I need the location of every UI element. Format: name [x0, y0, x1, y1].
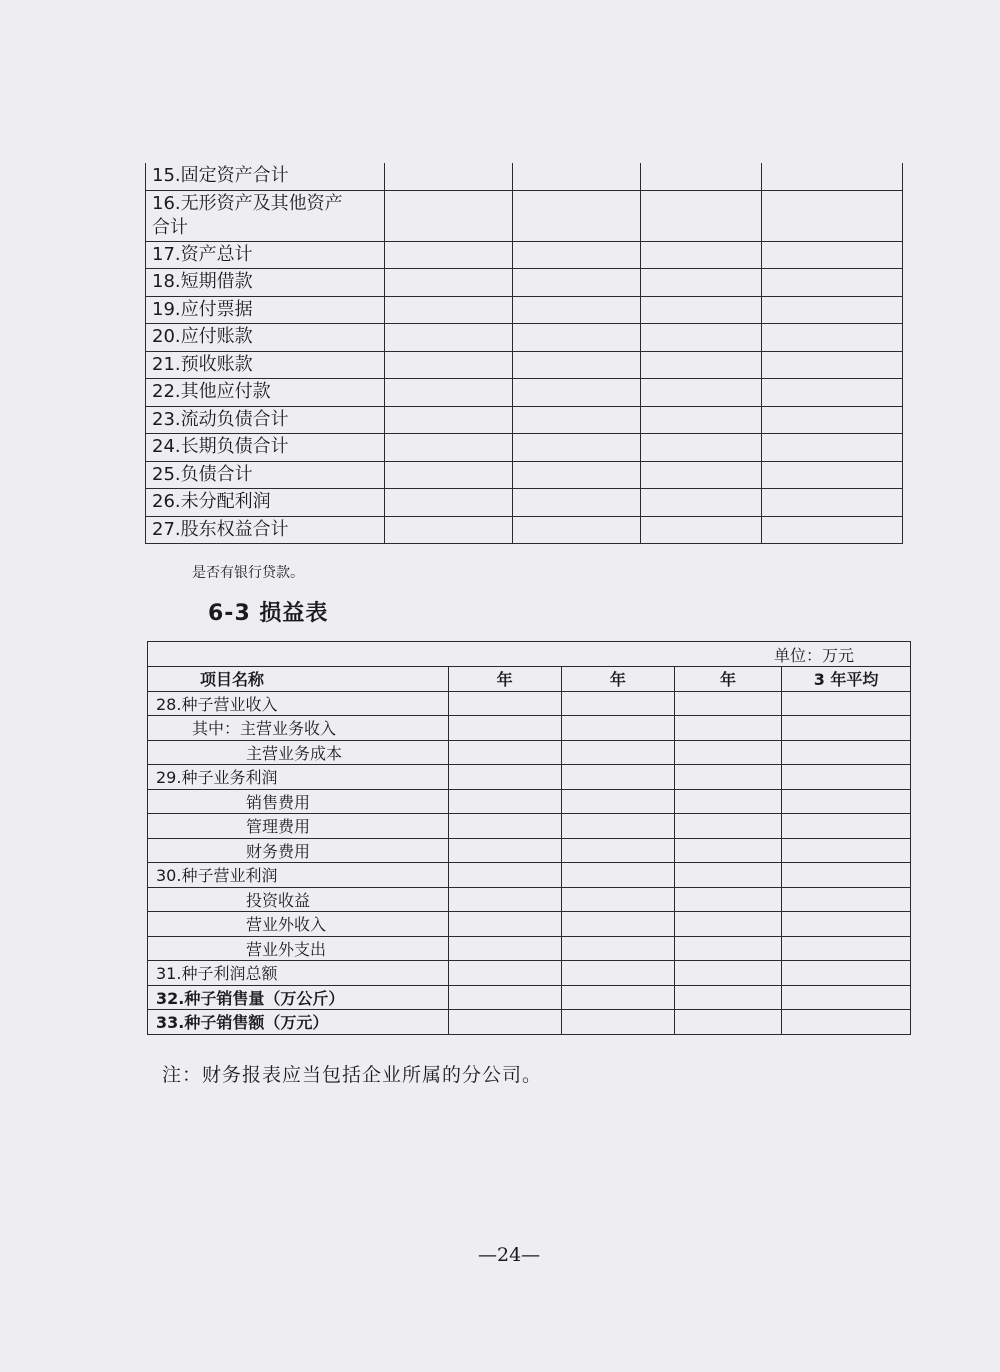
- table-row: [146, 516, 903, 544]
- value-cell[interactable]: [782, 1010, 911, 1035]
- value-cell[interactable]: [385, 163, 513, 190]
- row-label: 营业外收入: [148, 912, 449, 937]
- value-cell[interactable]: [385, 406, 513, 434]
- table-row: [146, 379, 903, 407]
- value-cell[interactable]: [641, 163, 762, 190]
- value-cell[interactable]: [385, 296, 513, 324]
- value-cell[interactable]: [561, 961, 674, 986]
- value-cell[interactable]: [513, 351, 641, 379]
- value-cell[interactable]: [448, 838, 561, 863]
- header-3yr-average: 3 年平均: [782, 667, 911, 692]
- table-row: [148, 691, 911, 716]
- value-cell[interactable]: [762, 516, 903, 544]
- row-label: 20.应付账款: [146, 324, 385, 352]
- value-cell[interactable]: [448, 740, 561, 765]
- value-cell[interactable]: [762, 269, 903, 297]
- value-cell[interactable]: [561, 814, 674, 839]
- value-cell[interactable]: [385, 489, 513, 517]
- value-cell[interactable]: [641, 324, 762, 352]
- value-cell[interactable]: [513, 269, 641, 297]
- value-cell[interactable]: [782, 789, 911, 814]
- row-label: 27.股东权益合计: [146, 516, 385, 544]
- header-year-2: 年: [561, 667, 674, 692]
- value-cell[interactable]: [674, 887, 781, 912]
- value-cell[interactable]: [641, 269, 762, 297]
- row-label: 28.种子营业收入: [148, 691, 449, 716]
- row-label: 财务费用: [148, 838, 449, 863]
- value-cell[interactable]: [448, 912, 561, 937]
- value-cell[interactable]: [448, 789, 561, 814]
- header-row: [148, 667, 911, 692]
- value-cell[interactable]: [674, 838, 781, 863]
- row-label: 其中：主营业务收入: [148, 716, 449, 741]
- table-row: [148, 985, 911, 1010]
- row-label: 25.负债合计: [146, 461, 385, 489]
- row-label: 17.资产总计: [146, 241, 385, 269]
- value-cell[interactable]: [782, 912, 911, 937]
- value-cell[interactable]: [385, 324, 513, 352]
- value-cell[interactable]: [674, 912, 781, 937]
- value-cell[interactable]: [385, 516, 513, 544]
- row-label: 24.长期负债合计: [146, 434, 385, 462]
- value-cell[interactable]: [385, 434, 513, 462]
- value-cell[interactable]: [561, 838, 674, 863]
- table-row: [146, 296, 903, 324]
- row-label: 15.固定资产合计: [146, 163, 385, 190]
- row-label: 31.种子利润总额: [148, 961, 449, 986]
- value-cell[interactable]: [513, 379, 641, 407]
- value-cell[interactable]: [641, 241, 762, 269]
- unit-label: 单位：万元: [148, 642, 911, 667]
- value-cell[interactable]: [513, 516, 641, 544]
- row-label: 18.短期借款: [146, 269, 385, 297]
- table-row: [148, 912, 911, 937]
- row-label: 26.未分配利润: [146, 489, 385, 517]
- row-label: 33.种子销售额（万元）: [148, 1010, 449, 1035]
- table-row: [146, 434, 903, 462]
- row-label: 21.预收账款: [146, 351, 385, 379]
- value-cell[interactable]: [513, 461, 641, 489]
- value-cell[interactable]: [674, 985, 781, 1010]
- row-label: 管理费用: [148, 814, 449, 839]
- value-cell[interactable]: [674, 961, 781, 986]
- row-label: 32.种子销售量（万公斤）: [148, 985, 449, 1010]
- value-cell[interactable]: [385, 241, 513, 269]
- value-cell[interactable]: [674, 814, 781, 839]
- value-cell[interactable]: [641, 434, 762, 462]
- value-cell[interactable]: [641, 190, 762, 241]
- income-statement-table: [147, 641, 911, 1035]
- value-cell[interactable]: [641, 516, 762, 544]
- value-cell[interactable]: [448, 961, 561, 986]
- value-cell[interactable]: [513, 296, 641, 324]
- footnote: 注：财务报表应当包括企业所属的分公司。: [162, 1064, 543, 1086]
- value-cell[interactable]: [674, 1010, 781, 1035]
- value-cell[interactable]: [674, 936, 781, 961]
- row-label: [146, 190, 385, 241]
- row-label: 30.种子营业利润: [148, 863, 449, 888]
- table-row: [148, 961, 911, 986]
- row-label: 投资收益: [148, 887, 449, 912]
- value-cell[interactable]: [513, 163, 641, 190]
- row-label-line: 合计: [152, 216, 188, 238]
- value-cell[interactable]: [762, 296, 903, 324]
- value-cell[interactable]: [782, 985, 911, 1010]
- table-row: [146, 351, 903, 379]
- section-title: 6-3 损益表: [208, 601, 329, 626]
- value-cell[interactable]: [762, 163, 903, 190]
- table-row: [146, 406, 903, 434]
- value-cell[interactable]: [448, 691, 561, 716]
- value-cell[interactable]: [385, 269, 513, 297]
- value-cell[interactable]: [641, 296, 762, 324]
- table-row: [148, 814, 911, 839]
- value-cell[interactable]: [641, 379, 762, 407]
- value-cell[interactable]: [561, 936, 674, 961]
- value-cell[interactable]: [561, 691, 674, 716]
- value-cell[interactable]: [782, 765, 911, 790]
- value-cell[interactable]: [782, 961, 911, 986]
- unit-row: [148, 642, 911, 667]
- value-cell[interactable]: [782, 740, 911, 765]
- value-cell[interactable]: [641, 461, 762, 489]
- value-cell[interactable]: [513, 489, 641, 517]
- table-row: [148, 1010, 911, 1035]
- value-cell[interactable]: [762, 379, 903, 407]
- value-cell[interactable]: [448, 814, 561, 839]
- row-label: 19.应付票据: [146, 296, 385, 324]
- value-cell[interactable]: [561, 912, 674, 937]
- value-cell[interactable]: [513, 406, 641, 434]
- value-cell[interactable]: [385, 461, 513, 489]
- table-row: [146, 489, 903, 517]
- table-row: [148, 716, 911, 741]
- table-row: [148, 936, 911, 961]
- balance-sheet-table: [145, 163, 903, 544]
- row-label-line: 16.无形资产及其他资产: [152, 192, 343, 214]
- table-row: [146, 269, 903, 297]
- table-row: [146, 190, 903, 241]
- value-cell[interactable]: [513, 434, 641, 462]
- table-row: [148, 863, 911, 888]
- table-row: [146, 163, 903, 190]
- table-row: [148, 789, 911, 814]
- value-cell[interactable]: [448, 863, 561, 888]
- value-cell[interactable]: [782, 838, 911, 863]
- value-cell[interactable]: [448, 985, 561, 1010]
- bank-loan-note: 是否有银行贷款。: [192, 565, 304, 581]
- value-cell[interactable]: [762, 351, 903, 379]
- table-row: [146, 324, 903, 352]
- value-cell[interactable]: [561, 740, 674, 765]
- value-cell[interactable]: [762, 241, 903, 269]
- value-cell[interactable]: [762, 434, 903, 462]
- value-cell[interactable]: [762, 461, 903, 489]
- value-cell[interactable]: [385, 190, 513, 241]
- row-label: 22.其他应付款: [146, 379, 385, 407]
- row-label: 销售费用: [148, 789, 449, 814]
- value-cell[interactable]: [448, 936, 561, 961]
- value-cell[interactable]: [561, 1010, 674, 1035]
- value-cell[interactable]: [674, 691, 781, 716]
- value-cell[interactable]: [674, 716, 781, 741]
- value-cell[interactable]: [782, 716, 911, 741]
- row-label: 23.流动负债合计: [146, 406, 385, 434]
- value-cell[interactable]: [782, 936, 911, 961]
- value-cell[interactable]: [782, 887, 911, 912]
- value-cell[interactable]: [448, 887, 561, 912]
- value-cell[interactable]: [561, 716, 674, 741]
- value-cell[interactable]: [513, 241, 641, 269]
- value-cell[interactable]: [762, 406, 903, 434]
- table-row: [148, 740, 911, 765]
- header-year-1: 年: [448, 667, 561, 692]
- value-cell[interactable]: [762, 324, 903, 352]
- value-cell[interactable]: [674, 765, 781, 790]
- value-cell[interactable]: [674, 863, 781, 888]
- value-cell[interactable]: [448, 765, 561, 790]
- value-cell[interactable]: [385, 351, 513, 379]
- value-cell[interactable]: [762, 190, 903, 241]
- value-cell[interactable]: [561, 863, 674, 888]
- table-row: [146, 461, 903, 489]
- row-label: 主营业务成本: [148, 740, 449, 765]
- value-cell[interactable]: [674, 789, 781, 814]
- header-year-3: 年: [674, 667, 781, 692]
- table-row: [148, 765, 911, 790]
- value-cell[interactable]: [762, 489, 903, 517]
- value-cell[interactable]: [561, 765, 674, 790]
- value-cell[interactable]: [561, 887, 674, 912]
- value-cell[interactable]: [561, 789, 674, 814]
- value-cell[interactable]: [448, 716, 561, 741]
- value-cell[interactable]: [782, 691, 911, 716]
- value-cell[interactable]: [641, 351, 762, 379]
- value-cell[interactable]: [782, 863, 911, 888]
- row-label: 29.种子业务利润: [148, 765, 449, 790]
- table-row: [148, 838, 911, 863]
- value-cell[interactable]: [674, 740, 781, 765]
- value-cell[interactable]: [641, 489, 762, 517]
- table-row: [148, 887, 911, 912]
- value-cell[interactable]: [448, 1010, 561, 1035]
- header-item-name: 项目名称: [148, 667, 449, 692]
- value-cell[interactable]: [782, 814, 911, 839]
- value-cell[interactable]: [513, 324, 641, 352]
- table-row: [146, 241, 903, 269]
- value-cell[interactable]: [385, 379, 513, 407]
- value-cell[interactable]: [641, 406, 762, 434]
- value-cell[interactable]: [561, 985, 674, 1010]
- page-number: —24—: [478, 1244, 541, 1266]
- row-label: 营业外支出: [148, 936, 449, 961]
- value-cell[interactable]: [513, 190, 641, 241]
